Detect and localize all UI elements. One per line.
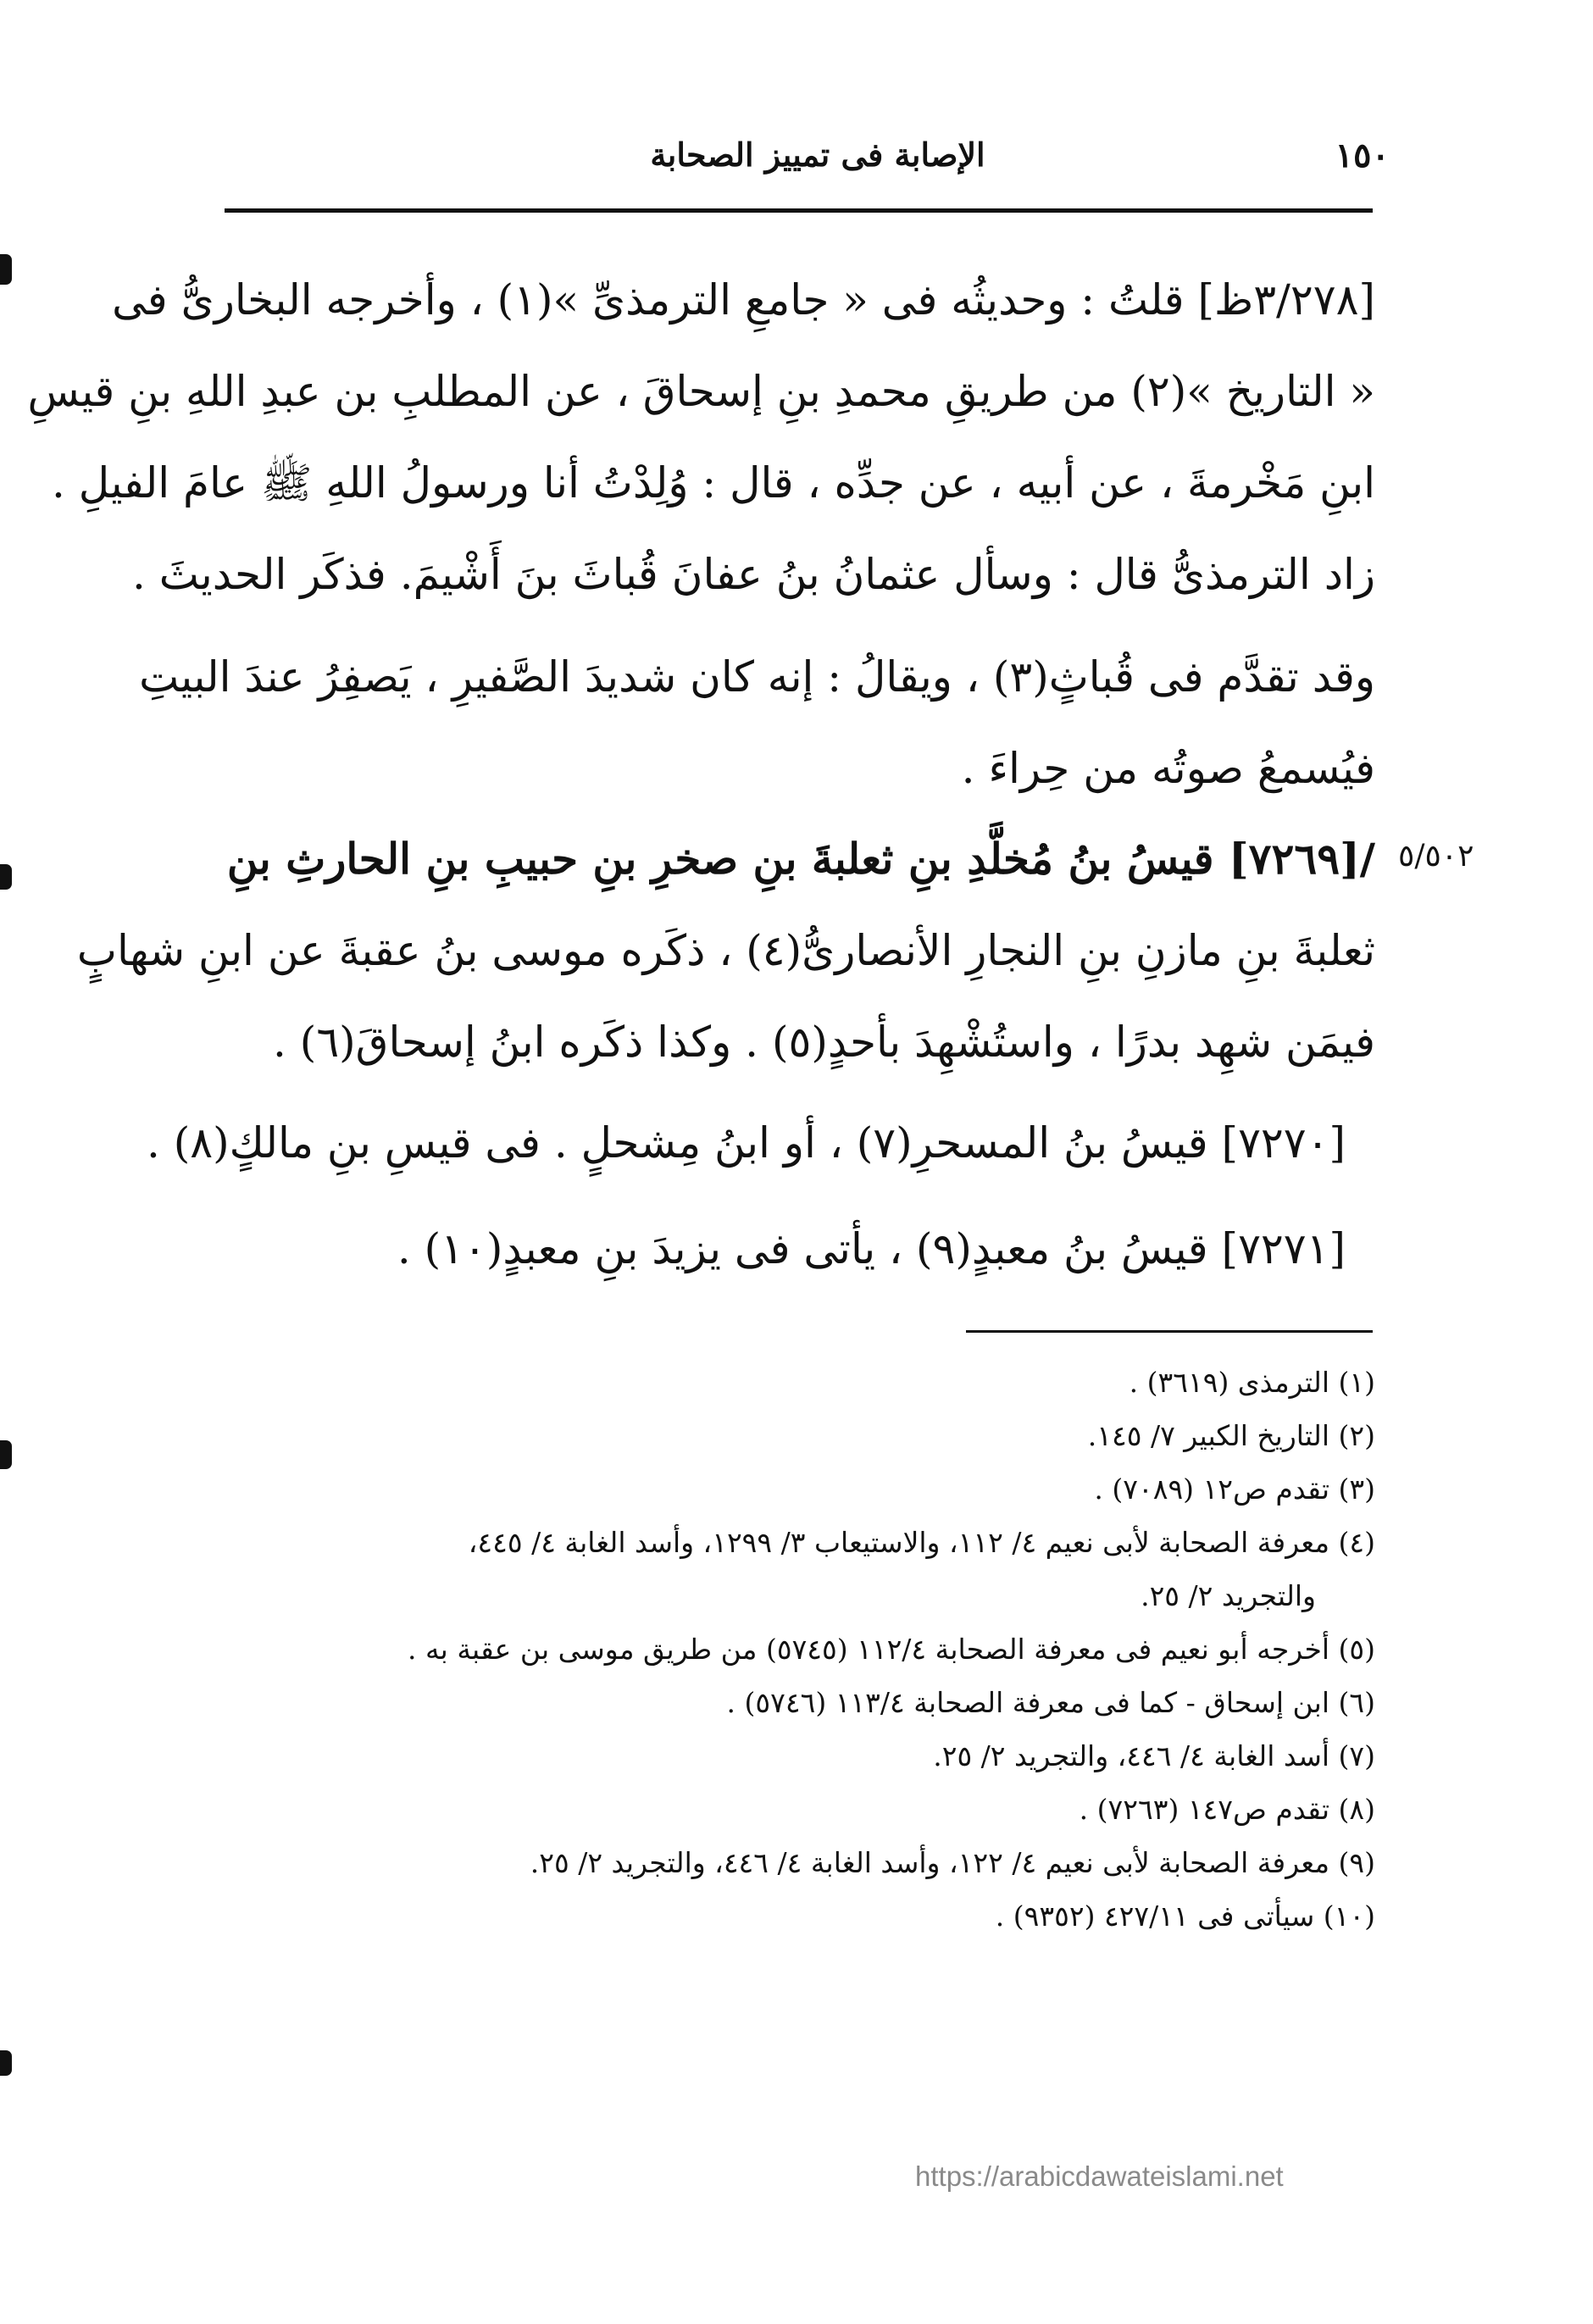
paragraph-1 [27, 254, 1375, 620]
footnote: (٧) أسد الغابة ٤/ ٤٤٦، والتجريد ٢/ ٢٥. [933, 1739, 1375, 1772]
entry-heading-line: /[٧٢٦٩] قيسُ بنُ مُخلَّدِ بنِ ثعلبةَ بنِ صخرِ بنِ حبيبِ بنِ الحارثِ بنِ [226, 834, 1375, 884]
watermark-url: https://arabicdawateislami.net [915, 2160, 1284, 2192]
scan-edge-mark [0, 254, 12, 285]
footnote: (٣) تقدم ص١٢ (٧٠٨٩) . [1094, 1473, 1375, 1506]
footnote: (١) الترمذى (٣٦١٩) . [1129, 1366, 1375, 1399]
text-line: ابنِ مَخْرمةَ ، عن أبيه ، عن جدِّه ، قال : وُلِدْتُ أنا ورسولُ اللهِ ﷺ عامَ الفيلِ . [51, 458, 1375, 508]
footnotes [216, 1356, 1375, 1943]
text-line: [٧٢٧١] قيسُ بنُ معبدٍ(٩) ، يأتى فى يزيدَ بنِ معبدٍ(١٠) . [397, 1224, 1346, 1273]
footnote: (٩) معرفة الصحابة لأبى نعيم ٤/ ١٢٢، وأسد الغابة ٤/ ٤٤٦، والتجريد ٢/ ٢٥. [530, 1846, 1375, 1879]
text-line: « التاريخ »(٢) من طريقِ محمدِ بنِ إسحاقَ ، عن المطلبِ بن عبدِ اللهِ بنِ قيسِ [27, 367, 1375, 416]
footnote: (٤) معرفة الصحابة لأبى نعيم ٤/ ١١٢، والاستيعاب ٣/ ١٢٩٩، وأسد الغابة ٤/ ٤٤٥، [468, 1526, 1375, 1559]
footnote: (١٠) سيأتى فى ٤٢٧/١١ (٩٣٥٢) . [995, 1900, 1375, 1933]
volume-page-reference: ٥/٥٠٢ [1398, 839, 1474, 874]
text-line: [٧٢٧٠] قيسُ بنُ المسحرِ(٧) ، أو ابنُ مِشحلٍ . فى قيسِ بنِ مالكٍ(٨) . [146, 1118, 1346, 1168]
scan-edge-mark [0, 864, 12, 890]
running-header-title: الإصابة فى تمييز الصحابة [650, 136, 985, 174]
footnote: (٢) التاريخ الكبير ٧/ ١٤٥. [1087, 1419, 1375, 1452]
entry-7269 [76, 813, 1375, 1088]
text-line: زاد الترمذىُّ قال : وسأل عثمانُ بنُ عفانَ قُباثَ بنَ أَشْيمَ. فذكَر الحديثَ . [131, 550, 1375, 599]
footnote: (٦) ابن إسحاق - كما فى معرفة الصحابة ١١٣/٤ (٥٧٤٦) . [726, 1686, 1375, 1719]
entry-7271 [216, 1203, 1375, 1295]
text-line: وقد تقدَّم فى قُباثٍ(٣) ، ويقالُ : إنه كان شديدَ الصَّفيرِ ، يَصفِرُ عندَ البيتِ [139, 652, 1375, 702]
footnote: (٨) تقدم ص١٤٧ (٧٢٦٣) . [1079, 1793, 1375, 1826]
entry-7270 [146, 1097, 1375, 1189]
scan-edge-mark [0, 2050, 12, 2076]
text-line: فيُسمعُ صوتُه من حِراءَ . [961, 744, 1375, 793]
header-divider [225, 208, 1373, 213]
page-number: ١٥٠ [1335, 136, 1390, 175]
text-line: [٣/٢٧٨ظ] قلتُ : وحديثُه فى « جامعِ الترمذىِّ »(١) ، وأخرجه البخارىُّ فى [112, 275, 1375, 324]
text-line: ثعلبةَ بنِ مازنِ بنِ النجارِ الأنصارىُّ(٤) ، ذكَره موسى بنُ عقبةَ عن ابنِ شهابٍ [76, 926, 1375, 975]
paragraph-2 [139, 631, 1375, 814]
text-line: فيمَن شهِد بدرًا ، واستُشْهِدَ بأحدٍ(٥) . وكذا ذكَره ابنُ إسحاقَ(٦) . [273, 1018, 1375, 1067]
scan-edge-mark [0, 1440, 12, 1469]
footnote-divider [966, 1330, 1373, 1333]
footnote-continuation: والتجريد ٢/ ٢٥. [1141, 1579, 1316, 1612]
footnote: (٥) أخرجه أبو نعيم فى معرفة الصحابة ١١٢/٤ (٥٧٤٥) من طريق موسى بن عقبة به . [407, 1633, 1375, 1666]
